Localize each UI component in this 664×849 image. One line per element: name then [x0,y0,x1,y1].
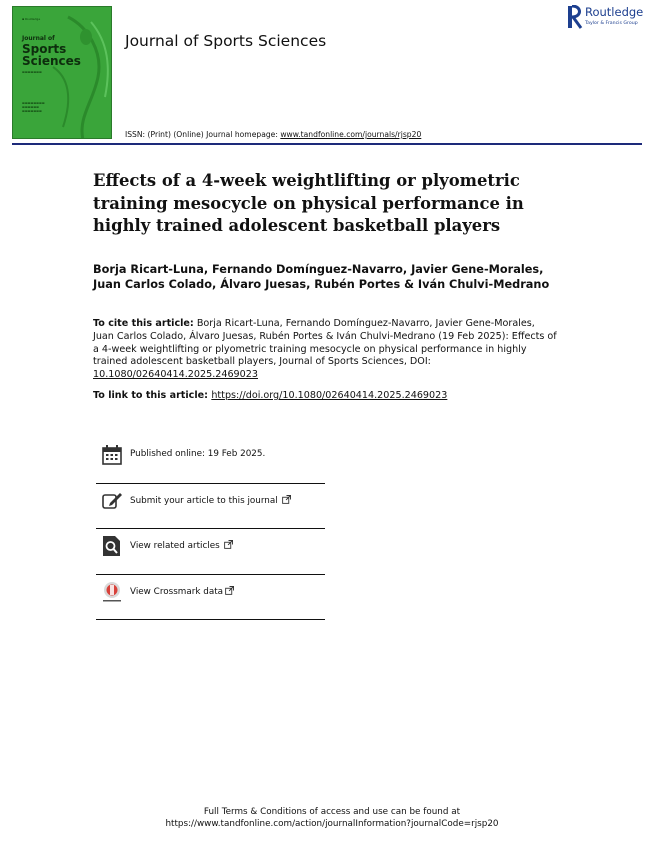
crossmark-icon [101,581,123,603]
submit-article-link[interactable] [130,495,291,506]
cover-volume: ▬▬▬▬▬▬▬ [22,70,42,74]
crossmark-item[interactable] [96,575,325,621]
cover-journal-line1: Journal of [22,35,55,42]
citation-label: To cite this article: [93,318,194,329]
external-link-icon [282,495,291,504]
article-authors: Borja Ricart-Luna, Fernando Domínguez-Navarro, Javier Gene-Morales, Juan Carlos Colado, Álvaro Juesas, Rubén Portes & Iván Chulvi-Medrano [93,263,550,291]
routledge-r-icon [566,5,584,29]
submit-article-item[interactable] [96,484,325,530]
article-link-line [93,390,563,401]
crossmark-label: View Crossmark data [130,586,224,597]
article-title: Effects of a 4-week weightlifting or plyometric training mesocycle on physical performance in highly trained adolescent basketball players [93,171,524,235]
external-link-icon [224,540,233,549]
issn-text: ISSN: (Print) (Online) Journal homepage: [125,130,281,139]
citation-doi-link[interactable]: 10.1080/02640414.2025.2469023 [93,369,258,381]
external-link-icon [225,586,234,595]
publisher-name: Routledge [585,5,644,19]
journal-cover-image [12,6,112,139]
terms-footer [0,806,664,830]
published-online-item [96,438,325,484]
terms-footer-link[interactable]: https://www.tandfonline.com/action/journalInformation?journalCode=rjsp20 [165,819,499,829]
search-document-icon [101,535,123,557]
calendar-icon [101,444,123,466]
journal-title: Journal of Sports Sciences [125,32,327,50]
article-doi-link[interactable]: https://doi.org/10.1080/02640414.2025.2469023 [211,390,448,401]
routledge-logo[interactable] [566,5,646,29]
related-articles-label: View related articles [130,541,220,551]
journal-homepage-link[interactable]: www.tandfonline.com/journals/rjsp20 [280,130,422,139]
header-divider [12,143,642,145]
edit-icon [101,490,123,512]
publisher-group: Taylor & Francis Group [585,21,638,26]
issn-line [125,130,421,139]
terms-footer-line1: Full Terms & Conditions of access and use can be found at [203,807,461,817]
article-link-label: To link to this article: [93,390,212,401]
citation-block [93,318,558,382]
submit-article-label: Submit your article to this journal [130,495,278,506]
cover-publisher-mark: ▪ Routledge [22,17,41,21]
published-online-text: Published online: 19 Feb 2025. [130,449,266,459]
related-articles-link[interactable] [130,540,233,551]
related-articles-item[interactable] [96,529,325,575]
crossmark-link[interactable] [130,586,234,597]
article-info-list [96,438,325,620]
cover-journal-line2: Sports Sciences [22,42,81,68]
citation-text: Borja Ricart-Luna, Fernando Domínguez-Navarro, Javier Gene-Morales, Juan Carlos Colado, Álvaro Juesas, Rubén Portes & Iván Chulvi-Medrano (19 Feb 2025): Effects of a 4-week weightlifting or plyometric training mesocycle on physical performance in highly trained adolescent basketball players, Journal of Sports Sciences, DOI: [93,318,557,368]
cover-footer-text: ▬▬▬▬▬▬▬▬ ▬▬▬▬▬▬ ▬▬▬▬▬▬▬ [22,101,45,113]
